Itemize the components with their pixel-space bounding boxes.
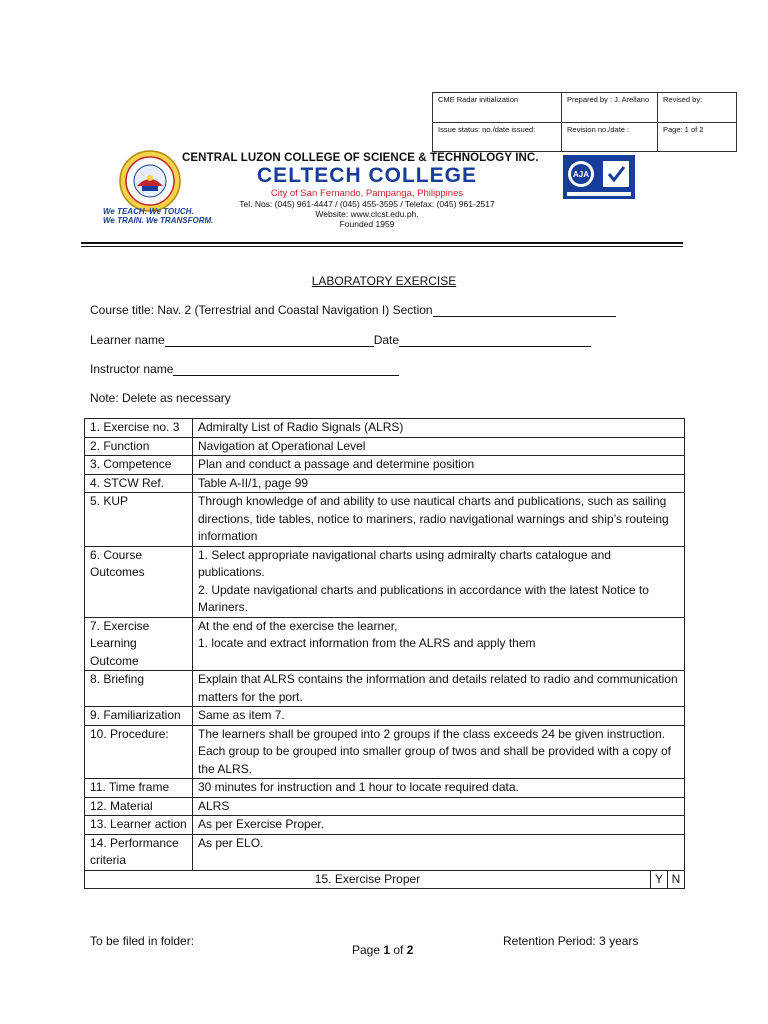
table-row [85,707,685,726]
date-blank [399,334,591,347]
row-label: 12. Material [85,797,193,816]
exercise-proper-row [85,870,685,889]
ctrl-revised-by: Revised by: [658,93,737,123]
row-value: 30 minutes for instruction and 1 hour to locate required data. [193,779,685,798]
ctrl-subject: CME Radar initialization [433,93,562,123]
footer-retention: Retention Period: 3 years [503,934,639,948]
ctrl-issue-status: Issue status: no./date issued: [433,122,562,152]
footer-filed: To be filed in folder: [90,934,195,948]
ctrl-prepared-by: Prepared by : J. Arellano [562,93,658,123]
row-value: Admiralty List of Radio Signals (ALRS) [193,419,685,438]
college-seal-icon [119,150,181,212]
row-label: 2. Function [85,437,193,456]
row-label: 8. Briefing [85,671,193,707]
yes-column: Y [651,870,668,889]
instructor-blank [173,363,399,376]
row-label: 10. Procedure: [85,725,193,779]
page-prefix: Page [352,943,384,957]
table-row [85,617,685,671]
college-address: City of San Fernando, Pampanga, Philippines [270,188,464,199]
row-value-line: At the end of the exercise the learner, [198,618,398,633]
row-value [193,546,685,617]
row-value: Plan and conduct a passage and determine position [193,456,685,475]
footer-page-number [352,943,413,957]
college-founded: Founded 1959 [339,219,395,229]
table-row [85,671,685,707]
ctrl-page: Page: 1 of 2 [658,122,737,152]
table-row [85,797,685,816]
page-of: of [390,943,407,957]
header-rule-thin [81,246,683,247]
table-row [85,474,685,493]
page-title: LABORATORY EXERCISE [311,274,457,288]
learner-blank [165,334,374,347]
course-title: Course title: Nav. 2 (Terrestrial and Coastal Navigation I) Section [90,303,433,317]
row-label: 11. Time frame [85,779,193,798]
instructor-line [90,362,399,376]
row-label: 9. Familiarization [85,707,193,726]
row-value: As per ELO. [193,834,685,870]
table-row [85,834,685,870]
row-label: 14. Performance criteria [85,834,193,870]
college-website: Website: www.clcst.edu.ph. [315,209,419,219]
exercise-table [84,418,685,889]
row-label: 13. Learner action [85,816,193,835]
section-blank [433,304,616,317]
row-value-line: 2. Update navigational charts and publications in accordance with the latest Notice to Mariners. [198,582,649,614]
table-row [85,779,685,798]
row-value: Through knowledge of and ability to use nautical charts and publications, such as sailing directions, tide tables, notice to mariners, radio navigational warnings and ship’s routeing information [193,493,685,547]
motto-line-2: We TRAIN. We TRANSFORM. [103,216,214,225]
row-label: 6. Course Outcomes [85,546,193,617]
learner-line [90,333,591,347]
table-row [85,493,685,547]
row-value: As per Exercise Proper. [193,816,685,835]
college-name: CELTECH COLLEGE [257,164,477,187]
motto-line-1: We TEACH. We TOUCH. [103,207,194,216]
row-label: 5. KUP [85,493,193,547]
cert-badge-text: AJA [572,170,590,179]
row-label: 1. Exercise no. 3 [85,419,193,438]
row-value-line: 1. Select appropriate navigational charts using admiralty charts catalogue and publications. [198,547,611,579]
table-row [85,456,685,475]
row-label: 4. STCW Ref. [85,474,193,493]
school-name: CENTRAL LUZON COLLEGE OF SCIENCE & TECHNOLOGY INC. [182,152,539,164]
instructor-label: Instructor name [90,362,174,376]
row-value: Table A-II/1, page 99 [193,474,685,493]
table-row [85,419,685,438]
row-label: 3. Competence [85,456,193,475]
table-row [85,816,685,835]
no-column: N [668,870,685,889]
page-current: 1 [383,943,391,957]
row-value: Explain that ALRS contains the information and details related to radio and communication matters for the port. [193,671,685,707]
note: Note: Delete as necessary [90,391,231,405]
exercise-proper-label: 15. Exercise Proper [85,870,651,889]
row-value-line: 1. locate and extract information from the ALRS and apply them [198,636,536,650]
row-value: ALRS [193,797,685,816]
ctrl-revision-no: Revision no./date : [562,122,658,152]
page-total: 2 [406,943,414,957]
row-value: Same as item 7. [193,707,685,726]
row-value: Navigation at Operational Level [193,437,685,456]
date-label: Date [373,333,400,347]
college-phones: Tel. Nos: (045) 961-4447 / (045) 455-3595 / Telefax: (045) 961-2517 [239,199,495,209]
row-label: 7. Exercise Learning Outcome [85,617,193,671]
certification-badge-icon [563,155,635,199]
course-title-line [90,303,616,317]
row-value: The learners shall be grouped into 2 groups if the class exceeds 24 be given instruction. Each group to be grouped into smaller group of twos and shall be provided with a copy of the ALRS. [193,725,685,779]
row-value [193,617,685,671]
table-row [85,725,685,779]
letterhead [182,152,552,229]
document-control-box [432,92,737,152]
table-row [85,437,685,456]
table-row [85,546,685,617]
learner-label: Learner name [90,333,165,347]
header-rule [81,242,683,244]
